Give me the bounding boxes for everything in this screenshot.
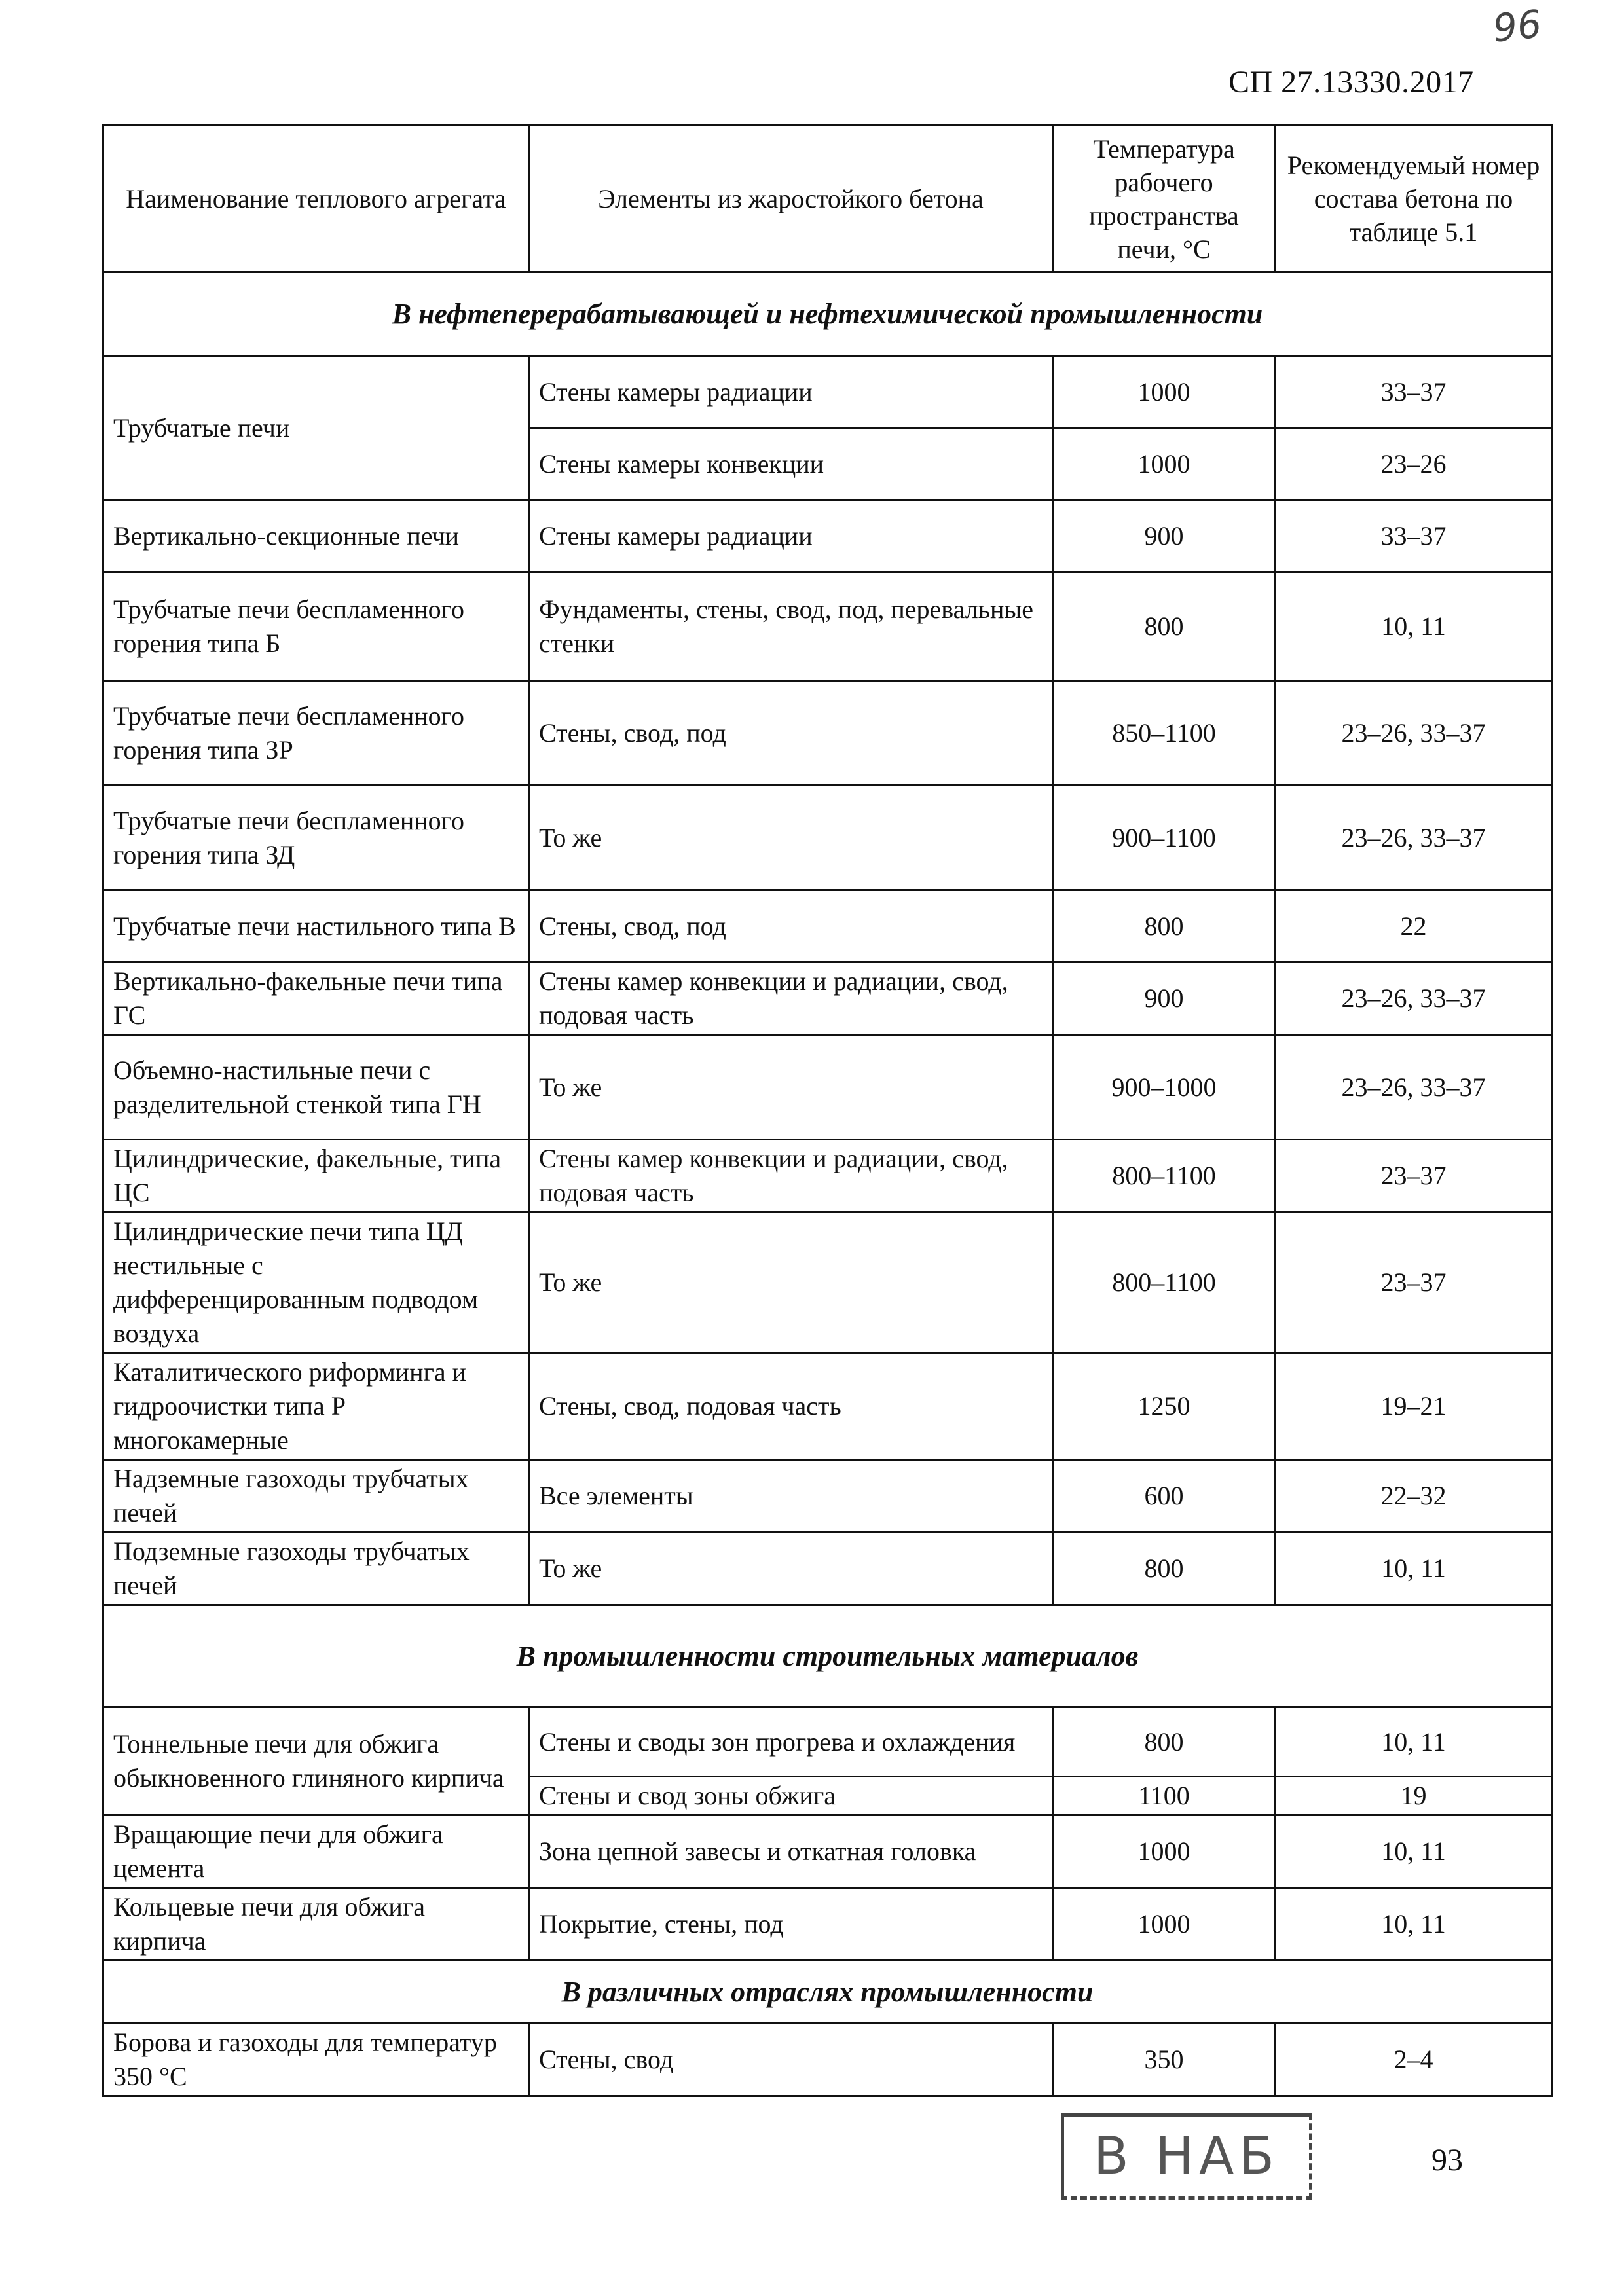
section-row xyxy=(103,1605,1552,1707)
cell-elements: То же xyxy=(529,1533,1053,1605)
cell-elements: Стены камеры радиации xyxy=(529,356,1053,428)
cell-composition: 33–37 xyxy=(1276,356,1552,428)
handwritten-mark: 96 xyxy=(1490,1,1544,51)
cell-elements: Стены и свод зоны обжига xyxy=(529,1777,1053,1815)
cell-unit-name: Трубчатые печи xyxy=(103,356,529,500)
header-unit-name: Наименование теплового агрегата xyxy=(103,126,529,272)
table-row xyxy=(103,1707,1552,1777)
stamp: В НАБ xyxy=(1061,2113,1312,2200)
cell-unit-name: Цилиндрические печи типа ЦД нестильные с дифференцированным подводом воздуха xyxy=(103,1212,529,1353)
cell-elements: Стены камер конвекции и радиации, свод, подовая часть xyxy=(529,1140,1053,1212)
table-row xyxy=(103,356,1552,428)
cell-temperature: 800 xyxy=(1053,890,1276,962)
cell-elements: Стены камеры конвекции xyxy=(529,428,1053,500)
cell-unit-name: Вращающие печи для обжига цемента xyxy=(103,1815,529,1888)
cell-elements: Фундаменты, стены, свод, под, перевальные стенки xyxy=(529,572,1053,681)
table-row xyxy=(103,1212,1552,1353)
cell-unit-name: Трубчатые печи беспламенного горения типа ЗР xyxy=(103,681,529,786)
cell-unit-name: Вертикально-секционные печи xyxy=(103,500,529,572)
cell-elements: Все элементы xyxy=(529,1460,1053,1533)
cell-composition: 33–37 xyxy=(1276,500,1552,572)
cell-temperature: 900–1000 xyxy=(1053,1035,1276,1140)
cell-unit-name: Объемно-настильные печи с разделительной стенкой типа ГН xyxy=(103,1035,529,1140)
cell-elements: Стены, свод, подовая часть xyxy=(529,1353,1053,1460)
furnace-concrete-table xyxy=(102,124,1553,2097)
table-row xyxy=(103,1035,1552,1140)
cell-temperature: 800–1100 xyxy=(1053,1212,1276,1353)
table-row xyxy=(103,1815,1552,1888)
cell-temperature: 1250 xyxy=(1053,1353,1276,1460)
table-row xyxy=(103,572,1552,681)
cell-temperature: 1000 xyxy=(1053,1815,1276,1888)
cell-unit-name: Каталитического риформинга и гидроочистки типа Р многокамерные xyxy=(103,1353,529,1460)
cell-temperature: 350 xyxy=(1053,2024,1276,2096)
header-composition: Рекомендуемый номер состава бетона по таблице 5.1 xyxy=(1276,126,1552,272)
section-title: В различных отраслях промышленности xyxy=(103,1961,1552,2024)
cell-elements: Покрытие, стены, под xyxy=(529,1888,1053,1961)
cell-composition: 10, 11 xyxy=(1276,1815,1552,1888)
cell-composition: 10, 11 xyxy=(1276,1707,1552,1777)
table-row xyxy=(103,1533,1552,1605)
cell-elements: Стены, свод, под xyxy=(529,681,1053,786)
cell-temperature: 1100 xyxy=(1053,1777,1276,1815)
cell-elements: Стены, свод xyxy=(529,2024,1053,2096)
cell-temperature: 1000 xyxy=(1053,428,1276,500)
cell-unit-name: Тоннельные печи для обжига обыкновенного глиняного кирпича xyxy=(103,1707,529,1815)
cell-temperature: 1000 xyxy=(1053,356,1276,428)
cell-composition: 10, 11 xyxy=(1276,1888,1552,1961)
cell-temperature: 800 xyxy=(1053,1707,1276,1777)
section-row xyxy=(103,1961,1552,2024)
table-row xyxy=(103,962,1552,1035)
table-row xyxy=(103,1460,1552,1533)
cell-temperature: 600 xyxy=(1053,1460,1276,1533)
cell-elements: То же xyxy=(529,786,1053,890)
cell-composition: 2–4 xyxy=(1276,2024,1552,2096)
cell-composition: 22 xyxy=(1276,890,1552,962)
cell-unit-name: Трубчатые печи настильного типа В xyxy=(103,890,529,962)
cell-temperature: 900–1100 xyxy=(1053,786,1276,890)
cell-unit-name: Трубчатые печи беспламенного горения типа ЗД xyxy=(103,786,529,890)
cell-composition: 23–26 xyxy=(1276,428,1552,500)
table-row xyxy=(103,681,1552,786)
cell-elements: То же xyxy=(529,1035,1053,1140)
cell-composition: 10, 11 xyxy=(1276,1533,1552,1605)
table-header-row xyxy=(103,126,1552,272)
cell-elements: Стены камер конвекции и радиации, свод, подовая часть xyxy=(529,962,1053,1035)
cell-unit-name: Вертикально-факельные печи типа ГС xyxy=(103,962,529,1035)
cell-composition: 23–26, 33–37 xyxy=(1276,962,1552,1035)
cell-elements: То же xyxy=(529,1212,1053,1353)
cell-composition: 19–21 xyxy=(1276,1353,1552,1460)
cell-composition: 23–26, 33–37 xyxy=(1276,681,1552,786)
table-row xyxy=(103,1140,1552,1212)
cell-unit-name: Надземные газоходы трубчатых печей xyxy=(103,1460,529,1533)
cell-composition: 23–37 xyxy=(1276,1140,1552,1212)
table-row xyxy=(103,786,1552,890)
cell-temperature: 800 xyxy=(1053,1533,1276,1605)
cell-composition: 23–37 xyxy=(1276,1212,1552,1353)
table-row xyxy=(103,1888,1552,1961)
cell-composition: 23–26, 33–37 xyxy=(1276,1035,1552,1140)
cell-elements: Зона цепной завесы и откатная головка xyxy=(529,1815,1053,1888)
cell-unit-name: Кольцевые печи для обжига кирпича xyxy=(103,1888,529,1961)
cell-composition: 22–32 xyxy=(1276,1460,1552,1533)
table-row xyxy=(103,500,1552,572)
section-title: В нефтеперерабатывающей и нефтехимической промышленности xyxy=(103,272,1552,356)
cell-elements: Стены камеры радиации xyxy=(529,500,1053,572)
header-elements: Элементы из жаростойкого бетона xyxy=(529,126,1053,272)
cell-composition: 19 xyxy=(1276,1777,1552,1815)
table-row xyxy=(103,890,1552,962)
cell-unit-name: Подземные газоходы трубчатых печей xyxy=(103,1533,529,1605)
table-row xyxy=(103,1353,1552,1460)
cell-unit-name: Трубчатые печи беспламенного горения типа Б xyxy=(103,572,529,681)
cell-temperature: 900 xyxy=(1053,962,1276,1035)
section-title: В промышленности строительных материалов xyxy=(103,1605,1552,1707)
cell-unit-name: Борова и газоходы для температур 350 °С xyxy=(103,2024,529,2096)
cell-elements: Стены, свод, под xyxy=(529,890,1053,962)
header-temperature: Температура рабочего пространства печи, °С xyxy=(1053,126,1276,272)
cell-temperature: 900 xyxy=(1053,500,1276,572)
section-row xyxy=(103,272,1552,356)
cell-composition: 23–26, 33–37 xyxy=(1276,786,1552,890)
table-body xyxy=(103,272,1552,2096)
cell-elements: Стены и своды зон прогрева и охлаждения xyxy=(529,1707,1053,1777)
cell-temperature: 1000 xyxy=(1053,1888,1276,1961)
cell-temperature: 850–1100 xyxy=(1053,681,1276,786)
cell-temperature: 800 xyxy=(1053,572,1276,681)
document-code: СП 27.13330.2017 xyxy=(1228,65,1474,100)
table-row xyxy=(103,2024,1552,2096)
cell-composition: 10, 11 xyxy=(1276,572,1552,681)
cell-unit-name: Цилиндрические, факельные, типа ЦС xyxy=(103,1140,529,1212)
page-number: 93 xyxy=(1431,2143,1463,2178)
cell-temperature: 800–1100 xyxy=(1053,1140,1276,1212)
